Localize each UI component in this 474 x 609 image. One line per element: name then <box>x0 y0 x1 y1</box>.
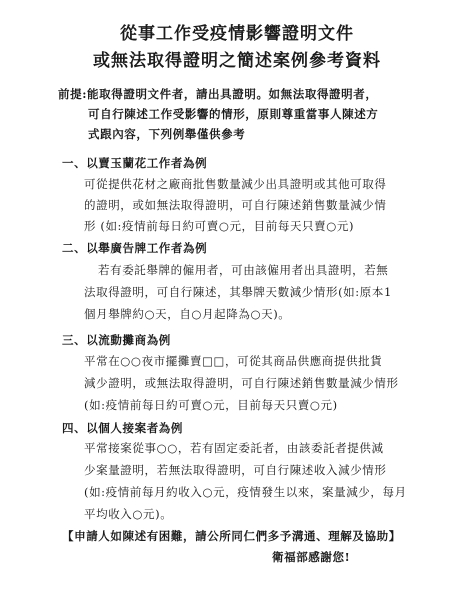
section-line: 法取得證明，可自行陳述，其舉牌天數減少情形(如:原本1 <box>84 285 392 299</box>
section-line: 平常在○○夜市擺攤賣□□，可從其商品供應商提供批貨 <box>84 354 383 368</box>
section-heading: 二、以舉廣告牌工作者為例 <box>62 241 208 255</box>
premise-line1: 前提:能取得證明文件者，請出具證明。如無法取得證明者， <box>58 87 378 101</box>
section-line: 的證明，或如無法取得證明，可自行陳述銷售數量減少情 <box>84 198 387 212</box>
section-line: 平常接案從事○○，若有固定委託者，由該委託者提供減 <box>84 441 384 455</box>
footer-note <box>62 525 410 569</box>
premise-line2: 可自行陳述工作受影響的情形，原則尊重當事人陳述方 <box>88 107 379 121</box>
section-heading: 四、以個人接案者為例 <box>62 421 183 435</box>
footer-line1: 【申請人如陳述有困難，請公所同仁們多予溝通、理解及協助】 <box>62 529 401 543</box>
section-line: 個月舉牌約○天，自○月起降為○天)。 <box>84 307 291 321</box>
section-line: 若有委託舉牌的僱用者，可由該僱用者出具證明，若無 <box>98 263 389 277</box>
footer-line2: 衛福部感謝您! <box>272 550 351 564</box>
section-line: 少案量證明，若無法取得證明，可自行陳述收入減少情形 <box>84 463 387 477</box>
section-line: 形 (如:疫情前每日約可賣○元，目前每天只賣○元) <box>84 219 355 233</box>
section-line: 減少證明，或無法取得證明，可自行陳述銷售數量減少情形 <box>84 376 399 390</box>
section-line: (如:疫情前每月約收入○元，疫情發生以來，案量減少，每月 <box>84 485 407 499</box>
document-title-line1: 從事工作受疫情影響證明文件 <box>120 24 354 44</box>
premise-line3: 式跟內容，下列例舉僅供參考 <box>88 127 246 141</box>
section-line: (如:疫情前每日約可賣○元，目前每天只賣○元) <box>84 398 338 412</box>
document-title-line2: 或無法取得證明之簡述案例參考資料 <box>93 51 381 71</box>
section-heading: 一、以賣玉蘭花工作者為例 <box>62 156 208 170</box>
section-line: 平均收入○元)。 <box>84 507 173 521</box>
section-line: 可從提供花材之廠商批售數量減少出具證明或其他可取得 <box>84 177 387 191</box>
section-heading: 三、以流動攤商為例 <box>62 333 171 347</box>
